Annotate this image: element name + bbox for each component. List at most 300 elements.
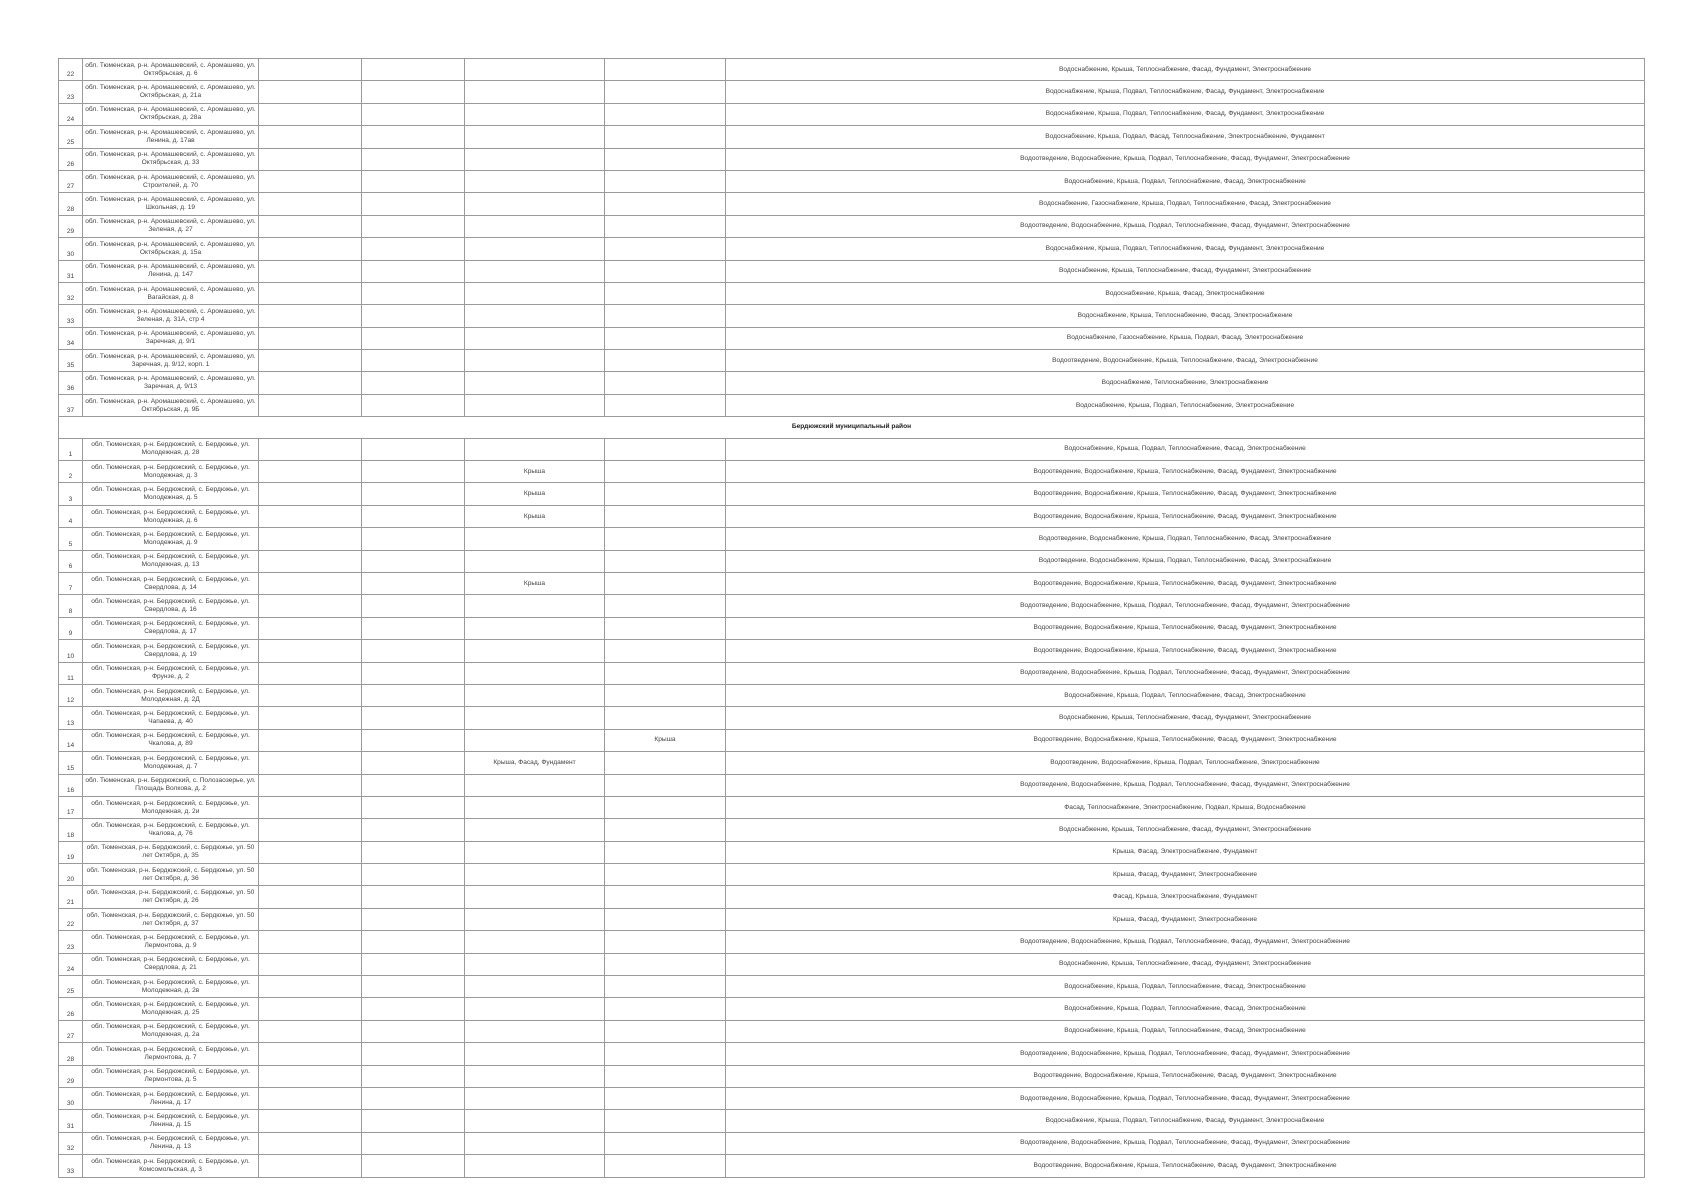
empty-cell (259, 1043, 362, 1065)
works-column-3 (362, 238, 465, 260)
works-column-5 (605, 572, 726, 594)
table-row (59, 595, 1645, 617)
works-column-5 (605, 595, 726, 617)
table-row (59, 684, 1645, 706)
works-column-5 (605, 505, 726, 527)
works-list-cell: Фасад, Теплоснабжение, Электроснабжение, Подвал, Крыша, Водоснабжение (726, 796, 1645, 818)
works-column-4: Крыша, Фасад, Фундамент (465, 752, 605, 774)
row-number-cell: 31 (59, 1110, 83, 1132)
works-list-cell: Водоснабжение, Крыша, Подвал, Фасад, Теплоснабжение, Электроснабжение, Фундамент (726, 126, 1645, 148)
works-column-4 (465, 841, 605, 863)
table-row (59, 707, 1645, 729)
empty-cell (259, 372, 362, 394)
empty-cell (259, 796, 362, 818)
table-row (59, 886, 1645, 908)
row-number-cell: 26 (59, 148, 83, 170)
empty-cell (259, 238, 362, 260)
empty-cell (259, 1132, 362, 1154)
row-number-cell: 11 (59, 662, 83, 684)
row-number-cell: 33 (59, 305, 83, 327)
works-column-3 (362, 305, 465, 327)
table-row (59, 528, 1645, 550)
empty-cell (259, 1020, 362, 1042)
works-list-cell: Водоснабжение, Крыша, Теплоснабжение, Фасад, Электроснабжение (726, 305, 1645, 327)
address-cell: обл. Тюменская, р-н. Аромашевский, с. Аромашево, ул. Заречная, д. 9/13 (83, 372, 259, 394)
empty-cell (259, 350, 362, 372)
table-row (59, 1087, 1645, 1109)
works-column-5 (605, 59, 726, 81)
works-column-4 (465, 327, 605, 349)
works-list-cell: Водоотведение, Водоснабжение, Крыша, Подвал, Теплоснабжение, Фасад, Фундамент, Электроснабжение (726, 1087, 1645, 1109)
empty-cell (259, 864, 362, 886)
works-column-5 (605, 193, 726, 215)
address-cell: обл. Тюменская, р-н. Аромашевский, с. Аромашево, ул. Октябрьская, д. 6 (83, 59, 259, 81)
works-list-cell: Крыша, Фасад, Фундамент, Электроснабжение (726, 864, 1645, 886)
table-body (59, 59, 1645, 1178)
works-list-cell: Водоотведение, Водоснабжение, Крыша, Теплоснабжение, Фасад, Фундамент, Электроснабжение (726, 461, 1645, 483)
row-number-cell: 30 (59, 1087, 83, 1109)
empty-cell (259, 841, 362, 863)
empty-cell (259, 998, 362, 1020)
address-cell: обл. Тюменская, р-н. Бердюжский, с. Бердюжье, ул. Молодежная, д. 5 (83, 483, 259, 505)
works-column-4 (465, 438, 605, 460)
row-number-cell: 27 (59, 170, 83, 192)
works-column-5 (605, 528, 726, 550)
address-cell: обл. Тюменская, р-н. Бердюжский, с. Бердюжье, ул. Молодежная, д. 25 (83, 998, 259, 1020)
works-column-4 (465, 595, 605, 617)
empty-cell (259, 729, 362, 751)
works-list-cell: Водоснабжение, Крыша, Теплоснабжение, Фасад, Фундамент, Электроснабжение (726, 953, 1645, 975)
address-cell: обл. Тюменская, р-н. Бердюжский, с. Бердюжье, ул. 50 лет Октября, д. 35 (83, 841, 259, 863)
address-cell: обл. Тюменская, р-н. Аромашевский, с. Аромашево, ул. Заречная, д. 9/12, корп. 1 (83, 350, 259, 372)
works-column-5 (605, 953, 726, 975)
address-cell: обл. Тюменская, р-н. Аромашевский, с. Аромашево, ул. Зеленая, д. 31А, стр 4 (83, 305, 259, 327)
empty-cell (259, 505, 362, 527)
works-column-5 (605, 148, 726, 170)
works-column-3 (362, 483, 465, 505)
works-column-3 (362, 774, 465, 796)
table-row (59, 729, 1645, 751)
works-column-3 (362, 796, 465, 818)
works-column-5 (605, 260, 726, 282)
address-cell: обл. Тюменская, р-н. Аромашевский, с. Аромашево, ул. Октябрьская, д. 28а (83, 103, 259, 125)
table-row (59, 327, 1645, 349)
works-column-3 (362, 662, 465, 684)
table-row (59, 819, 1645, 841)
table-row (59, 752, 1645, 774)
works-column-3 (362, 81, 465, 103)
row-number-cell: 32 (59, 1132, 83, 1154)
works-column-3 (362, 707, 465, 729)
empty-cell (259, 774, 362, 796)
works-column-5 (605, 1065, 726, 1087)
works-column-3 (362, 550, 465, 572)
works-column-4 (465, 976, 605, 998)
works-column-3 (362, 931, 465, 953)
works-column-4 (465, 796, 605, 818)
row-number-cell: 9 (59, 617, 83, 639)
table-row (59, 148, 1645, 170)
row-number-cell: 15 (59, 752, 83, 774)
empty-cell (259, 103, 362, 125)
row-number-cell: 30 (59, 238, 83, 260)
works-column-3 (362, 908, 465, 930)
works-column-3 (362, 841, 465, 863)
works-list-cell: Водоснабжение, Крыша, Теплоснабжение, Фасад, Фундамент, Электроснабжение (726, 819, 1645, 841)
works-list-cell: Водоотведение, Водоснабжение, Крыша, Подвал, Теплоснабжение, Электроснабжение (726, 752, 1645, 774)
works-list-cell: Водоснабжение, Крыша, Подвал, Теплоснабжение, Фасад, Электроснабжение (726, 684, 1645, 706)
empty-cell (259, 282, 362, 304)
table-row (59, 841, 1645, 863)
table-row (59, 998, 1645, 1020)
row-number-cell: 8 (59, 595, 83, 617)
works-column-5 (605, 752, 726, 774)
works-list-cell: Водоотведение, Водоснабжение, Крыша, Подвал, Теплоснабжение, Фасад, Фундамент, Электроснабжение (726, 931, 1645, 953)
repair-program-table (58, 58, 1645, 1178)
table-row (59, 438, 1645, 460)
works-column-3 (362, 1132, 465, 1154)
table-row (59, 59, 1645, 81)
row-number-cell: 18 (59, 819, 83, 841)
table-row (59, 103, 1645, 125)
row-number-cell: 36 (59, 372, 83, 394)
table-row (59, 931, 1645, 953)
works-column-3 (362, 1087, 465, 1109)
table-row (59, 215, 1645, 237)
works-column-3 (362, 260, 465, 282)
empty-cell (259, 126, 362, 148)
works-list-cell: Водоотведение, Водоснабжение, Крыша, Подвал, Теплоснабжение, Фасад, Фундамент, Электроснабжение (726, 1043, 1645, 1065)
works-column-5 (605, 976, 726, 998)
works-column-5 (605, 1110, 726, 1132)
row-number-cell: 20 (59, 864, 83, 886)
works-column-5 (605, 372, 726, 394)
row-number-cell: 1 (59, 438, 83, 460)
works-column-5 (605, 707, 726, 729)
row-number-cell: 24 (59, 103, 83, 125)
works-column-5 (605, 170, 726, 192)
empty-cell (259, 707, 362, 729)
works-list-cell: Водоотведение, Водоснабжение, Крыша, Теплоснабжение, Фасад, Фундамент, Электроснабжение (726, 640, 1645, 662)
works-column-3 (362, 640, 465, 662)
works-list-cell: Крыша, Фасад, Фундамент, Электроснабжение (726, 908, 1645, 930)
works-list-cell: Водоотведение, Водоснабжение, Крыша, Подвал, Теплоснабжение, Фасад, Электроснабжение (726, 528, 1645, 550)
works-column-5 (605, 215, 726, 237)
works-column-3 (362, 282, 465, 304)
works-column-4 (465, 305, 605, 327)
row-number-cell: 31 (59, 260, 83, 282)
works-column-5 (605, 305, 726, 327)
empty-cell (259, 617, 362, 639)
works-column-4 (465, 394, 605, 416)
address-cell: обл. Тюменская, р-н. Аромашевский, с. Аромашево, ул. Зеленая, д. 27 (83, 215, 259, 237)
empty-cell (259, 1155, 362, 1177)
empty-cell (259, 81, 362, 103)
empty-cell (259, 1065, 362, 1087)
table-row (59, 483, 1645, 505)
row-number-cell: 23 (59, 931, 83, 953)
table-row (59, 461, 1645, 483)
works-column-4 (465, 282, 605, 304)
address-cell: обл. Тюменская, р-н. Аромашевский, с. Аромашево, ул. Октябрьская, д. 15а (83, 238, 259, 260)
works-column-5 (605, 1020, 726, 1042)
table-row (59, 1110, 1645, 1132)
empty-cell (259, 931, 362, 953)
empty-cell (259, 684, 362, 706)
works-column-4 (465, 260, 605, 282)
works-column-3 (362, 886, 465, 908)
address-cell: обл. Тюменская, р-н. Бердюжский, с. Бердюжье, ул. Молодежная, д. 3 (83, 461, 259, 483)
row-number-cell: 2 (59, 461, 83, 483)
works-list-cell: Водоотведение, Водоснабжение, Крыша, Теплоснабжение, Фасад, Фундамент, Электроснабжение (726, 617, 1645, 639)
table-row (59, 238, 1645, 260)
address-cell: обл. Тюменская, р-н. Бердюжский, с. Бердюжье, ул. Свердлова, д. 14 (83, 572, 259, 594)
works-list-cell: Водоотведение, Водоснабжение, Крыша, Теплоснабжение, Фасад, Фундамент, Электроснабжение (726, 1065, 1645, 1087)
works-list-cell: Водоотведение, Водоснабжение, Крыша, Подвал, Теплоснабжение, Фасад, Фундамент, Электроснабжение (726, 662, 1645, 684)
row-number-cell: 5 (59, 528, 83, 550)
empty-cell (259, 640, 362, 662)
row-number-cell: 21 (59, 886, 83, 908)
empty-cell (259, 752, 362, 774)
works-column-4 (465, 1110, 605, 1132)
row-number-cell: 4 (59, 505, 83, 527)
row-number-cell: 35 (59, 350, 83, 372)
address-cell: обл. Тюменская, р-н. Бердюжский, с. Бердюжье, ул. Лермонтова, д. 5 (83, 1065, 259, 1087)
works-list-cell: Водоснабжение, Крыша, Теплоснабжение, Фасад, Фундамент, Электроснабжение (726, 707, 1645, 729)
empty-cell (259, 438, 362, 460)
empty-cell (259, 394, 362, 416)
works-column-4: Крыша (465, 483, 605, 505)
table-row (59, 350, 1645, 372)
address-cell: обл. Тюменская, р-н. Бердюжский, с. Бердюжье, ул. Молодежная, д. 2и (83, 796, 259, 818)
row-number-cell: 16 (59, 774, 83, 796)
table-row (59, 282, 1645, 304)
row-number-cell: 19 (59, 841, 83, 863)
address-cell: обл. Тюменская, р-н. Аромашевский, с. Аромашево, ул. Октябрьская, д. 21а (83, 81, 259, 103)
empty-cell (259, 662, 362, 684)
address-cell: обл. Тюменская, р-н. Бердюжский, с. Бердюжье, ул. Чкалова, д. 76 (83, 819, 259, 841)
works-column-3 (362, 953, 465, 975)
row-number-cell: 34 (59, 327, 83, 349)
address-cell: обл. Тюменская, р-н. Бердюжский, с. Бердюжье, ул. Молодежная, д. 2а (83, 1020, 259, 1042)
works-list-cell: Водоснабжение, Крыша, Подвал, Теплоснабжение, Фасад, Фундамент, Электроснабжение (726, 1110, 1645, 1132)
empty-cell (259, 976, 362, 998)
works-list-cell: Водоотведение, Водоснабжение, Крыша, Подвал, Теплоснабжение, Фасад, Фундамент, Электроснабжение (726, 1132, 1645, 1154)
table-row (59, 126, 1645, 148)
works-column-4 (465, 103, 605, 125)
works-list-cell: Водоснабжение, Крыша, Подвал, Теплоснабжение, Электроснабжение (726, 394, 1645, 416)
works-column-4 (465, 774, 605, 796)
empty-cell (259, 819, 362, 841)
works-list-cell: Водоотведение, Водоснабжение, Крыша, Теплоснабжение, Фасад, Фундамент, Электроснабжение (726, 505, 1645, 527)
address-cell: обл. Тюменская, р-н. Бердюжский, с. Бердюжье, ул. Молодежная, д. 9 (83, 528, 259, 550)
table-row (59, 662, 1645, 684)
works-list-cell: Водоснабжение, Крыша, Подвал, Теплоснабжение, Фасад, Электроснабжение (726, 976, 1645, 998)
works-list-cell: Водоснабжение, Крыша, Подвал, Теплоснабжение, Фасад, Электроснабжение (726, 438, 1645, 460)
works-list-cell: Водоснабжение, Газоснабжение, Крыша, Подвал, Теплоснабжение, Фасад, Электроснабжение (726, 193, 1645, 215)
works-column-3 (362, 103, 465, 125)
works-column-4 (465, 1043, 605, 1065)
works-column-5 (605, 841, 726, 863)
works-list-cell: Водоотведение, Водоснабжение, Крыша, Теплоснабжение, Фасад, Фундамент, Электроснабжение (726, 1155, 1645, 1177)
works-column-5 (605, 81, 726, 103)
row-number-cell: 3 (59, 483, 83, 505)
row-number-cell: 29 (59, 1065, 83, 1087)
empty-cell (259, 461, 362, 483)
works-column-4 (465, 1020, 605, 1042)
works-column-3 (362, 59, 465, 81)
empty-cell (259, 59, 362, 81)
works-column-4 (465, 81, 605, 103)
works-list-cell: Водоотведение, Водоснабжение, Крыша, Теплоснабжение, Фасад, Электроснабжение (726, 350, 1645, 372)
table-row (59, 305, 1645, 327)
works-list-cell: Водоснабжение, Крыша, Подвал, Теплоснабжение, Фасад, Электроснабжение (726, 1020, 1645, 1042)
works-column-3 (362, 505, 465, 527)
address-cell: обл. Тюменская, р-н. Аромашевский, с. Аромашево, ул. Школьная, д. 19 (83, 193, 259, 215)
works-column-3 (362, 617, 465, 639)
works-column-4 (465, 819, 605, 841)
works-column-5 (605, 438, 726, 460)
works-column-3 (362, 1110, 465, 1132)
works-list-cell: Крыша, Фасад, Электроснабжение, Фундамент (726, 841, 1645, 863)
works-column-5 (605, 483, 726, 505)
address-cell: обл. Тюменская, р-н. Бердюжский, с. Бердюжье, ул. Ленина, д. 13 (83, 1132, 259, 1154)
works-column-5 (605, 998, 726, 1020)
works-column-3 (362, 729, 465, 751)
row-number-cell: 32 (59, 282, 83, 304)
works-column-5 (605, 796, 726, 818)
works-list-cell: Водоснабжение, Крыша, Фасад, Электроснабжение (726, 282, 1645, 304)
works-list-cell: Водоснабжение, Крыша, Подвал, Теплоснабжение, Фасад, Фундамент, Электроснабжение (726, 238, 1645, 260)
address-cell: обл. Тюменская, р-н. Бердюжский, с. Бердюжье, ул. Фрунзе, д. 2 (83, 662, 259, 684)
works-column-4: Крыша (465, 461, 605, 483)
table-row (59, 953, 1645, 975)
works-column-4 (465, 550, 605, 572)
works-column-3 (362, 1020, 465, 1042)
works-column-4 (465, 953, 605, 975)
works-column-3 (362, 864, 465, 886)
works-column-5 (605, 103, 726, 125)
address-cell: обл. Тюменская, р-н. Аромашевский, с. Аромашево, ул. Октябрьская, д. 33 (83, 148, 259, 170)
row-number-cell: 17 (59, 796, 83, 818)
works-list-cell: Водоснабжение, Крыша, Подвал, Теплоснабжение, Фасад, Электроснабжение (726, 170, 1645, 192)
works-column-3 (362, 819, 465, 841)
works-column-4 (465, 662, 605, 684)
row-number-cell: 37 (59, 394, 83, 416)
row-number-cell: 29 (59, 215, 83, 237)
works-column-3 (362, 572, 465, 594)
address-cell: обл. Тюменская, р-н. Бердюжский, с. Бердюжье, ул. Лермонтова, д. 7 (83, 1043, 259, 1065)
empty-cell (259, 550, 362, 572)
address-cell: обл. Тюменская, р-н. Аромашевский, с. Аромашево, ул. Заречная, д. 9/1 (83, 327, 259, 349)
works-column-5 (605, 774, 726, 796)
works-column-5 (605, 931, 726, 953)
works-column-5 (605, 350, 726, 372)
works-column-5 (605, 126, 726, 148)
works-column-4 (465, 707, 605, 729)
works-column-4 (465, 886, 605, 908)
works-column-4 (465, 148, 605, 170)
empty-cell (259, 1087, 362, 1109)
works-list-cell: Водоснабжение, Крыша, Подвал, Теплоснабжение, Фасад, Электроснабжение (726, 998, 1645, 1020)
table-row (59, 1065, 1645, 1087)
works-column-5 (605, 238, 726, 260)
works-list-cell: Водоотведение, Водоснабжение, Крыша, Теплоснабжение, Фасад, Фундамент, Электроснабжение (726, 729, 1645, 751)
works-column-4 (465, 729, 605, 751)
address-cell: обл. Тюменская, р-н. Бердюжский, с. Бердюжье, ул. 50 лет Октября, д. 37 (83, 908, 259, 930)
address-cell: обл. Тюменская, р-н. Бердюжский, с. Бердюжье, ул. Молодежная, д. 13 (83, 550, 259, 572)
works-column-4 (465, 617, 605, 639)
works-column-4 (465, 1065, 605, 1087)
address-cell: обл. Тюменская, р-н. Бердюжский, с. Бердюжье, ул. Чкалова, д. 89 (83, 729, 259, 751)
empty-cell (259, 908, 362, 930)
works-column-4 (465, 170, 605, 192)
works-column-3 (362, 350, 465, 372)
address-cell: обл. Тюменская, р-н. Бердюжский, с. Полозаозерье, ул. Площадь Волкова, д. 2 (83, 774, 259, 796)
works-column-3 (362, 372, 465, 394)
table-row (59, 774, 1645, 796)
table-row (59, 1155, 1645, 1177)
row-number-cell: 12 (59, 684, 83, 706)
works-column-3 (362, 684, 465, 706)
address-cell: обл. Тюменская, р-н. Бердюжский, с. Бердюжье, ул. 50 лет Октября, д. 36 (83, 864, 259, 886)
works-list-cell: Водоснабжение, Теплоснабжение, Электроснабжение (726, 372, 1645, 394)
district-header-row (59, 417, 1645, 438)
row-number-cell: 27 (59, 1020, 83, 1042)
row-number-cell: 14 (59, 729, 83, 751)
works-list-cell: Фасад, Крыша, Электроснабжение, Фундамент (726, 886, 1645, 908)
works-column-5 (605, 662, 726, 684)
works-column-3 (362, 752, 465, 774)
works-list-cell: Водоотведение, Водоснабжение, Крыша, Подвал, Теплоснабжение, Фасад, Фундамент, Электроснабжение (726, 215, 1645, 237)
district-title: Бердюжский муниципальный район (59, 417, 1645, 438)
empty-cell (259, 193, 362, 215)
works-column-4 (465, 931, 605, 953)
works-column-4 (465, 59, 605, 81)
table-row (59, 170, 1645, 192)
address-cell: обл. Тюменская, р-н. Бердюжский, с. Бердюжье, ул. Комсомольская, д. 3 (83, 1155, 259, 1177)
works-column-3 (362, 1043, 465, 1065)
works-column-4: Крыша (465, 572, 605, 594)
works-column-4 (465, 1155, 605, 1177)
row-number-cell: 25 (59, 126, 83, 148)
works-column-5 (605, 1087, 726, 1109)
row-number-cell: 23 (59, 81, 83, 103)
works-column-5 (605, 1043, 726, 1065)
works-column-4 (465, 684, 605, 706)
empty-cell (259, 483, 362, 505)
row-number-cell: 22 (59, 59, 83, 81)
address-cell: обл. Тюменская, р-н. Аромашевский, с. Аромашево, ул. Ленина, д. 17ав (83, 126, 259, 148)
works-column-4 (465, 998, 605, 1020)
works-list-cell: Водоотведение, Водоснабжение, Крыша, Подвал, Теплоснабжение, Фасад, Электроснабжение (726, 550, 1645, 572)
works-column-3 (362, 998, 465, 1020)
address-cell: обл. Тюменская, р-н. Бердюжский, с. Бердюжье, ул. Молодежная, д. 6 (83, 505, 259, 527)
address-cell: обл. Тюменская, р-н. Бердюжский, с. Бердюжье, ул. Свердлова, д. 17 (83, 617, 259, 639)
address-cell: обл. Тюменская, р-н. Бердюжский, с. Бердюжье, ул. Свердлова, д. 19 (83, 640, 259, 662)
works-column-3 (362, 126, 465, 148)
works-column-5 (605, 394, 726, 416)
works-column-4 (465, 640, 605, 662)
works-list-cell: Водоснабжение, Крыша, Подвал, Теплоснабжение, Фасад, Фундамент, Электроснабжение (726, 81, 1645, 103)
works-column-3 (362, 193, 465, 215)
works-column-3 (362, 170, 465, 192)
works-column-4 (465, 1087, 605, 1109)
address-cell: обл. Тюменская, р-н. Бердюжский, с. Бердюжье, ул. Молодежная, д. 7 (83, 752, 259, 774)
address-cell: обл. Тюменская, р-н. Бердюжский, с. Бердюжье, ул. Молодежная, д. 2в (83, 976, 259, 998)
table-row (59, 864, 1645, 886)
works-list-cell: Водоснабжение, Газоснабжение, Крыша, Подвал, Фасад, Электроснабжение (726, 327, 1645, 349)
